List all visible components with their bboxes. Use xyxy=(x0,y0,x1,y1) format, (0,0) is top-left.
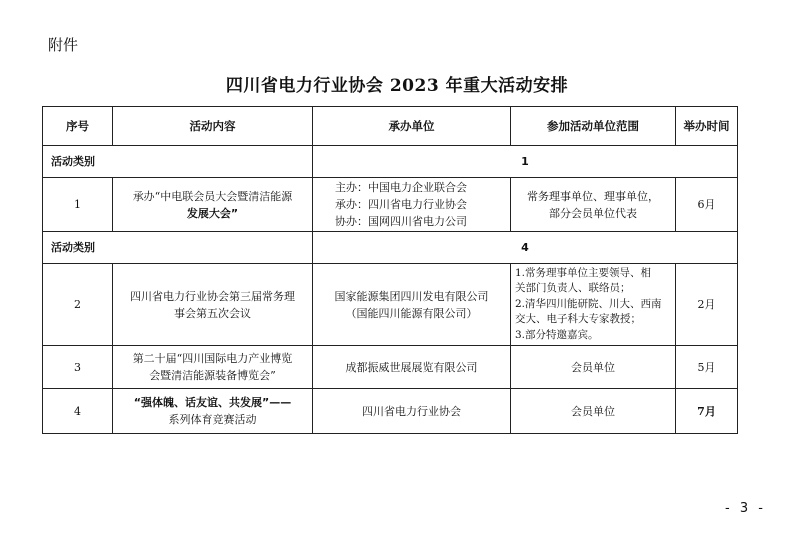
organizer-line: 承办：四川省电力行业协会 xyxy=(335,198,467,211)
row-time: 6月 xyxy=(676,178,738,232)
content-line: 第二十届“四川国际电力产业博览 xyxy=(132,352,293,365)
attachment-label: 附件 xyxy=(48,36,79,54)
content-line: “强体魄、话友谊、共发展”—— xyxy=(133,396,292,409)
row-time: 2月 xyxy=(676,264,738,346)
header-participants: 参加活动单位范围 xyxy=(511,107,676,146)
row-number: 2 xyxy=(43,264,113,346)
row-organizer: 成都振威世展展览有限公司 xyxy=(313,346,511,389)
row-content xyxy=(113,178,313,232)
page-number: - 3 - xyxy=(725,501,766,516)
header-content: 活动内容 xyxy=(113,107,313,146)
content-line: 事会第五次会议 xyxy=(174,306,251,320)
organizer-line: 主办：中国电力企业联合会 xyxy=(335,181,467,194)
row-organizer xyxy=(313,178,511,232)
content-text: 承办“中电联会员大会暨清洁能源 xyxy=(132,189,293,203)
participants-line: 关部门负责人、联络员； xyxy=(515,282,631,295)
category-label: 活动类别 xyxy=(43,232,313,264)
row-participants: 会员单位 xyxy=(511,389,676,434)
row-participants xyxy=(511,264,676,346)
header-organizer: 承办单位 xyxy=(313,107,511,146)
row-time: 5月 xyxy=(676,346,738,389)
content-line: 发展大会” xyxy=(186,206,239,220)
row-number: 3 xyxy=(43,346,113,389)
participants-line: 1.常务理事单位主要领导、相 xyxy=(515,266,652,279)
table-row xyxy=(43,346,738,389)
row-content xyxy=(113,346,313,389)
content-line: 会暨清洁能源装备博览会” xyxy=(149,369,276,382)
table-row xyxy=(43,389,738,434)
category-count: 4 xyxy=(313,232,738,264)
organizer-line: （国能四川能源有限公司） xyxy=(345,306,478,320)
row-number: 4 xyxy=(43,389,113,434)
participants-line: 3.部分特邀嘉宾。 xyxy=(515,328,599,341)
organizer-line: 协办：国网四川省电力公司 xyxy=(335,215,467,228)
category-row xyxy=(43,232,738,264)
content-line: 四川省电力行业协会第三届常务理 xyxy=(130,289,295,303)
category-count: 1 xyxy=(313,146,738,178)
table-row xyxy=(43,178,738,232)
participants-line: 常务理事单位、理事单位， xyxy=(527,189,659,203)
header-time: 举办时间 xyxy=(676,107,738,146)
table-row xyxy=(43,264,738,346)
organizer-line: 国家能源集团四川发电有限公司 xyxy=(334,289,489,303)
category-label: 活动类别 xyxy=(43,146,313,178)
row-organizer: 四川省电力行业协会 xyxy=(313,389,511,434)
row-content xyxy=(113,264,313,346)
content-line xyxy=(119,188,306,205)
header-number: 序号 xyxy=(43,107,113,146)
category-row xyxy=(43,146,738,178)
participants-line: 交大、电子科大专家教授； xyxy=(515,313,641,326)
row-content xyxy=(113,389,313,434)
row-organizer xyxy=(313,264,511,346)
participants-line: 部分会员单位代表 xyxy=(549,206,637,220)
participants-line: 2.清华四川能研院、川大、西南 xyxy=(515,297,662,310)
row-participants xyxy=(511,178,676,232)
content-line: 系列体育竞赛活动 xyxy=(168,413,257,426)
row-participants: 会员单位 xyxy=(511,346,676,389)
row-time: 7月 xyxy=(676,389,738,434)
activity-schedule-table xyxy=(42,106,738,434)
row-number: 1 xyxy=(43,178,113,232)
document-title: 四川省电力行业协会 2023 年重大活动安排 xyxy=(225,76,569,96)
table-header-row xyxy=(43,107,738,146)
